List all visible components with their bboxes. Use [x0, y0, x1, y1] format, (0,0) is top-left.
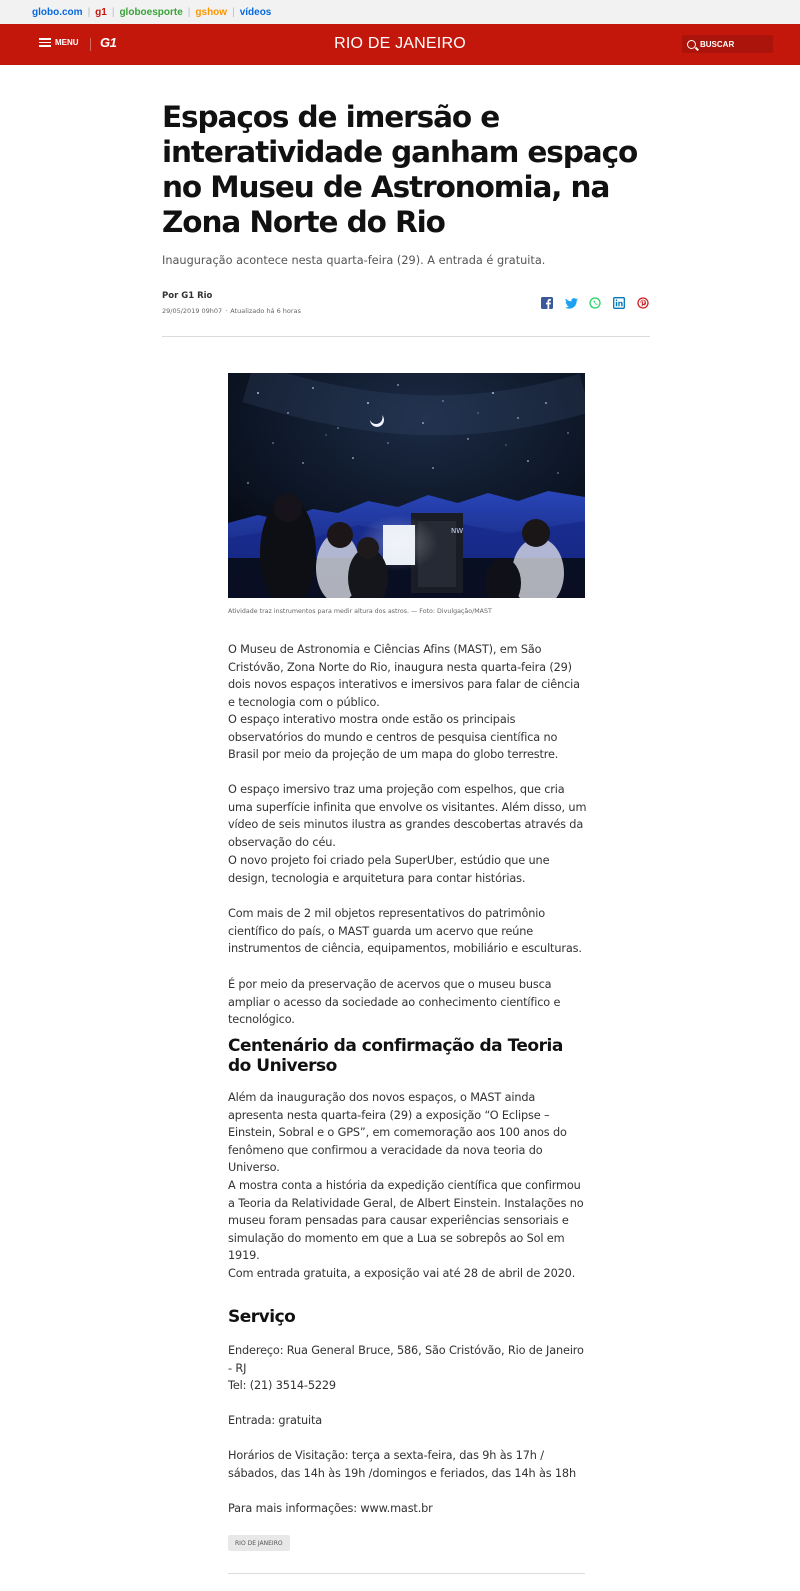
- paragraph: Com entrada gratuita, a exposição vai até 28 de abril de 2020.: [228, 1267, 576, 1280]
- gshow-link[interactable]: gshow: [195, 6, 228, 18]
- whatsapp-icon[interactable]: [588, 296, 602, 310]
- article-author: Por G1 Rio: [162, 291, 213, 301]
- header-separator: [162, 336, 650, 337]
- article-body: [228, 711, 588, 764]
- portal-bar: globo.com | g1 | globoesporte | gshow | vídeos: [0, 0, 800, 24]
- g1-logo[interactable]: G1: [100, 35, 117, 50]
- footer-separator: [228, 1573, 585, 1574]
- photo-caption: Atividade traz instrumentos para medir altura dos astros. — Foto: Divulgação/MAST: [228, 608, 492, 615]
- paragraph: O espaço imersivo traz uma projeção com espelhos, que cria uma superfície infinita que envolve os visitantes. Além disso, um vídeo de seis minutos ilustra as grandes descobertas através da observação do céu.: [228, 783, 587, 849]
- videos-link[interactable]: vídeos: [239, 6, 272, 18]
- article-body: [228, 905, 588, 958]
- paragraph: Com mais de 2 mil objetos representativos do patrimônio científico do país, o MAST guarda um acervo que reúne instrumentos de ciência, equipamentos, mobiliário e esculturas.: [228, 907, 582, 955]
- section-heading: Centenário da confirmação da Teoria do Universo: [228, 1036, 563, 1076]
- facebook-icon[interactable]: [540, 296, 554, 310]
- paragraph: O Museu de Astronomia e Ciências Afins (MAST), em São Cristóvão, Zona Norte do Rio, inaugura nesta quarta-feira (29) dois novos espaços interativos e imersivos para falar de ciência e tecnologia com o público.: [228, 643, 580, 709]
- published-date: 29/05/2019 09h07: [162, 307, 223, 315]
- article-subtitle: Inauguração acontece nesta quarta-feira (29). A entrada é gratuita.: [162, 254, 546, 267]
- article-photo[interactable]: [228, 373, 585, 598]
- svg-text:NW: NW: [451, 527, 464, 535]
- article-body: [228, 781, 588, 851]
- paragraph: O novo projeto foi criado pela SuperUber, estúdio que une design, tecnologia e arquitetura para contar histórias.: [228, 854, 550, 885]
- pinterest-icon[interactable]: [636, 296, 650, 310]
- g1-link[interactable]: g1: [95, 6, 107, 18]
- article-body: [228, 1177, 588, 1265]
- paragraph: Para mais informações: www.mast.br: [228, 1502, 433, 1515]
- share-bar: [540, 296, 650, 310]
- article-body: [228, 1447, 588, 1482]
- search-placeholder: BUSCAR: [700, 39, 735, 49]
- paragraph: A mostra conta a história da expedição científica que confirmou a Teoria da Relatividade Geral, de Albert Einstein. Instalações no museu foram pensadas para causar experiências sensoriais e simulação do momento em que a Lua se sobrepôs ao Sol em 1919.: [228, 1179, 584, 1262]
- article-body: [228, 641, 588, 711]
- article-body: [228, 1089, 588, 1177]
- section-title[interactable]: RIO DE JANEIRO: [334, 35, 466, 52]
- paragraph: Tel: (21) 3514-5229: [228, 1379, 336, 1392]
- section-heading: Serviço: [228, 1307, 296, 1327]
- menu-label: MENU: [55, 38, 79, 47]
- paragraph: Horários de Visitação: terça a sexta-feira, das 9h às 17h / sábados, das 14h às 19h /domingos e feriados, das 14h às 18h: [228, 1449, 576, 1480]
- paragraph: É por meio da preservação de acervos que o museu busca ampliar o acesso da sociedade ao conhecimento científico e tecnológico.: [228, 978, 561, 1026]
- linkedin-icon[interactable]: [612, 296, 626, 310]
- article-body: [228, 852, 588, 887]
- section-heading-block: [228, 1036, 578, 1076]
- tag-chip[interactable]: RIO DE JANEIRO: [228, 1535, 290, 1551]
- article-body: [228, 1500, 588, 1518]
- article-body: [228, 1342, 588, 1377]
- article-dates: 29/05/2019 09h07 · Atualizado há 6 horas: [162, 307, 301, 315]
- search-input[interactable]: [682, 35, 773, 53]
- article-body: [228, 1377, 588, 1395]
- paragraph: Endereço: Rua General Bruce, 586, São Cristóvão, Rio de Janeiro - RJ: [228, 1344, 584, 1375]
- section-heading-block: [228, 1307, 588, 1327]
- paragraph: Entrada: gratuita: [228, 1414, 323, 1427]
- paragraph: O espaço interativo mostra onde estão os principais observatórios do mundo e centros de pesquisa científica no Brasil por meio da projeção de um mapa do globo terrestre.: [228, 713, 559, 761]
- globo-link[interactable]: globo.com: [32, 6, 83, 18]
- site-header: [0, 24, 800, 65]
- updated-date: Atualizado há 6 horas: [230, 307, 301, 315]
- search-icon: [687, 40, 696, 49]
- article-title: Espaços de imersão e interatividade ganham espaço no Museu de Astronomia, na Zona Norte do Rio: [162, 100, 638, 239]
- article-body: [228, 1265, 588, 1283]
- article-body: [228, 1412, 588, 1430]
- twitter-icon[interactable]: [564, 296, 578, 310]
- paragraph: Além da inauguração dos novos espaços, o MAST ainda apresenta nesta quarta-feira (29) a exposição “O Eclipse – Einstein, Sobral e o GPS”, em comemoração aos 100 anos do fenômeno que confirmou a veracidade da nova teoria do Universo.: [228, 1091, 567, 1174]
- article-body: [228, 976, 588, 1029]
- globoesporte-link[interactable]: globoesporte: [119, 6, 183, 18]
